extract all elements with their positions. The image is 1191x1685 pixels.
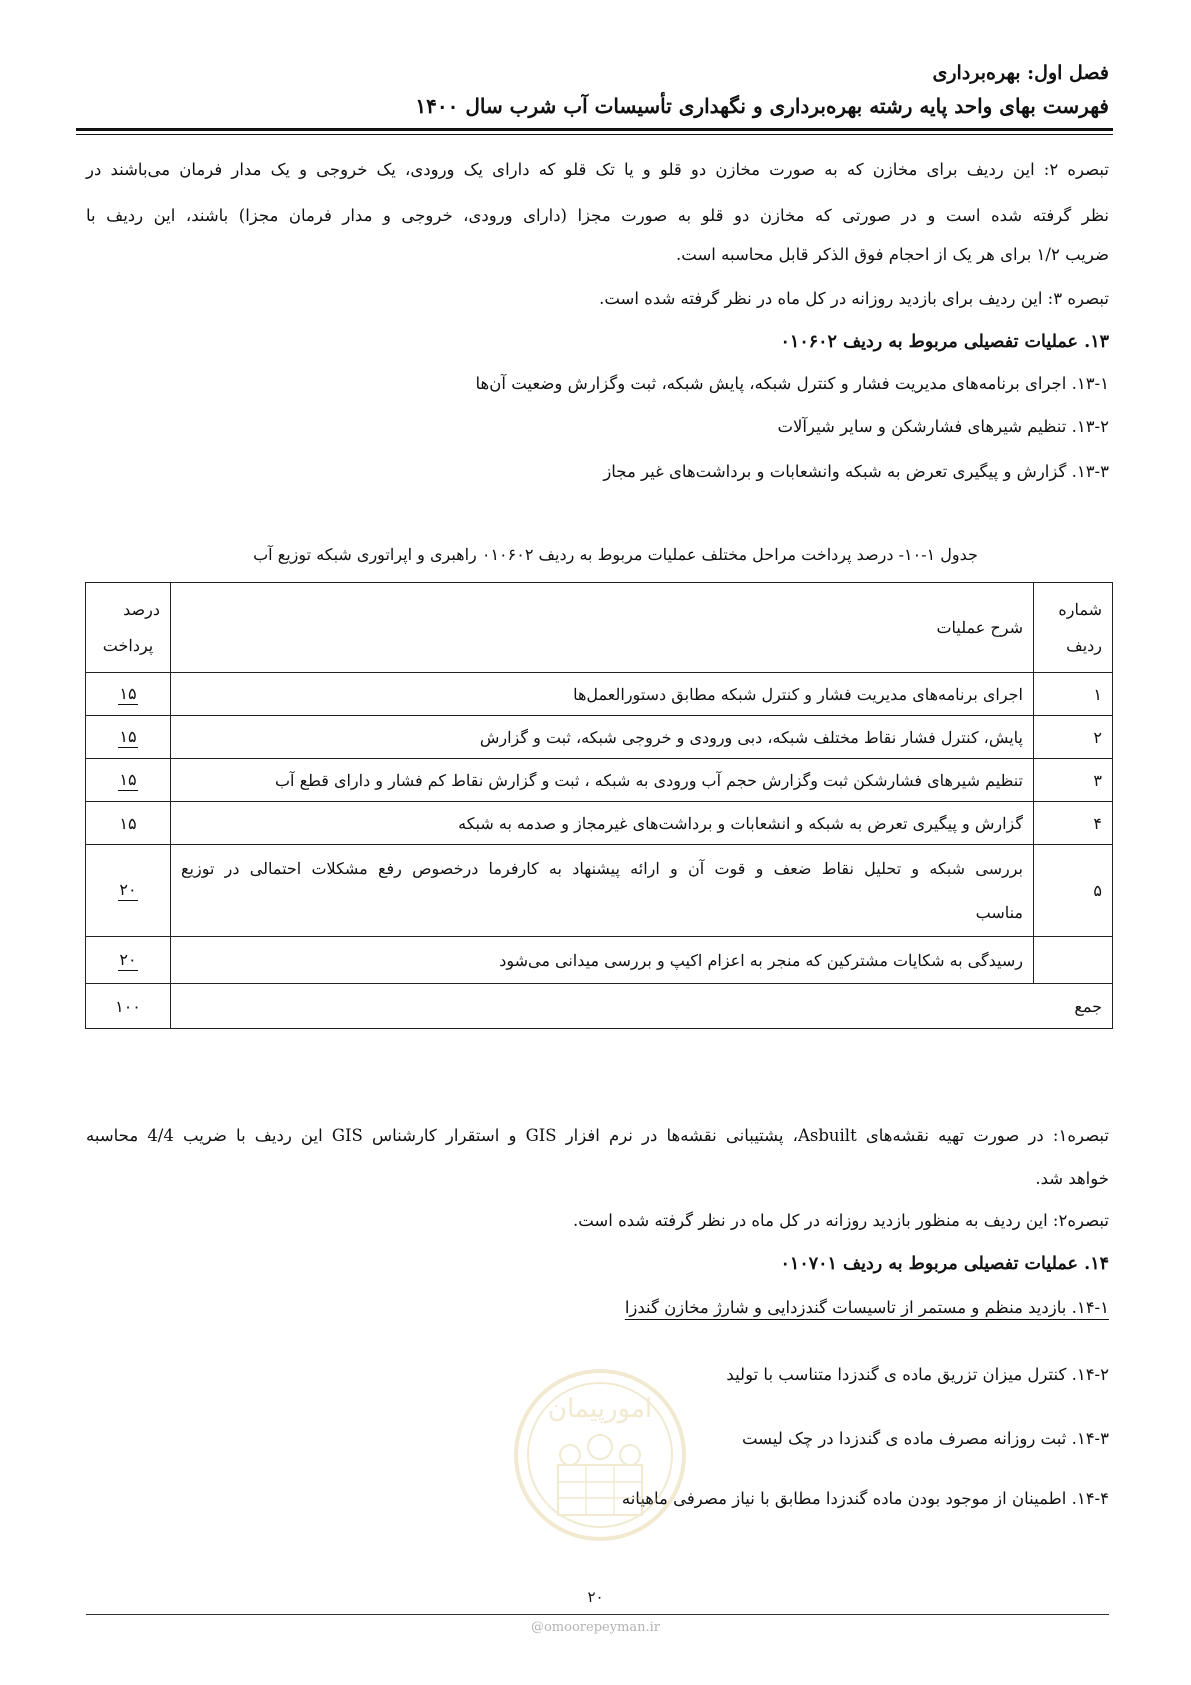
row-number bbox=[1034, 937, 1113, 984]
header-payment-percent: درصد پرداخت bbox=[86, 583, 171, 673]
row-percent: ۱۵ bbox=[86, 802, 171, 845]
section13-heading: ۱۳. عملیات تفصیلی مربوط به ردیف ۰۱۰۶۰۲ bbox=[780, 332, 1109, 352]
note-b: تبصره۲: این ردیف به منظور بازدید روزانه در کل ماه در نظر گرفته شده است. bbox=[572, 1211, 1109, 1230]
header-rule-thick bbox=[76, 128, 1113, 131]
section13-item-2: ۱۳-۲. تنظیم شیرهای فشارشکن و سایر شیرآلات bbox=[777, 417, 1109, 436]
row-number: ۱ bbox=[1034, 673, 1113, 716]
note2-line1: تبصره ۲: این ردیف برای مخازن که به صورت مخازن دو قلو و یا تک قلو که دارای یک ورودی، یک خروجی و یک مدار فرمان می‌باشند در bbox=[86, 160, 1110, 179]
row-percent: ۱۵ bbox=[86, 759, 171, 802]
document-title: فهرست بهای واحد پایه رشته بهره‌برداری و نگهداری تأسیسات آب شرب سال ۱۴۰۰ bbox=[415, 94, 1109, 118]
header-rule-thin bbox=[76, 134, 1113, 135]
footer-rule bbox=[86, 1614, 1109, 1615]
table-row bbox=[86, 845, 1113, 937]
section14-item-3: ۱۴-۳. ثبت روزانه مصرف ماده ی گندزدا در چک لیست bbox=[741, 1429, 1109, 1448]
table-row bbox=[86, 759, 1113, 802]
row-description: گزارش و پیگیری تعرض به شبکه و انشعابات و برداشت‌های غیرمجاز و صدمه به شبکه bbox=[171, 802, 1034, 845]
header-row-number: شماره ردیف bbox=[1034, 583, 1113, 673]
row-description: تنظیم شیرهای فشارشکن ثبت وگزارش حجم آب ورودی به شبکه ، ثبت و گزارش نقاط کم فشار و دارای قطع آب bbox=[171, 759, 1034, 802]
page-number: ۲۰ bbox=[587, 1588, 604, 1606]
row-percent: ۲۰ bbox=[86, 845, 171, 937]
table-row bbox=[86, 937, 1113, 984]
table-header-row bbox=[86, 583, 1113, 673]
note3: تبصره ۳: این ردیف برای بازدید روزانه در کل ماه در نظر گرفته شده است. bbox=[599, 289, 1109, 308]
total-value: ۱۰۰ bbox=[86, 984, 171, 1029]
watermark-seal-icon bbox=[510, 1355, 690, 1575]
row-number: ۳ bbox=[1034, 759, 1113, 802]
table-total-row bbox=[86, 984, 1113, 1029]
row-number: ۴ bbox=[1034, 802, 1113, 845]
note2-line3: ضریب ۱/۲ برای هر یک از احجام فوق الذکر قابل محاسبه است. bbox=[676, 245, 1109, 264]
row-number: ۲ bbox=[1034, 716, 1113, 759]
section13-item-3: ۱۳-۳. گزارش و پیگیری تعرض به شبکه وانشعابات و برداشت‌های غیر مجاز bbox=[603, 462, 1109, 481]
row-percent: ۲۰ bbox=[86, 937, 171, 984]
row-description: پایش، کنترل فشار نقاط مختلف شبکه، دبی ورودی و خروجی شبکه، ثبت و گزارش bbox=[171, 716, 1034, 759]
table-row bbox=[86, 716, 1113, 759]
section13-item-1: ۱۳-۱. اجرای برنامه‌های مدیریت فشار و کنترل شبکه، پایش شبکه، ثبت وگزارش وضعیت آن‌ها bbox=[475, 374, 1109, 393]
table-row bbox=[86, 673, 1113, 716]
row-description: اجرای برنامه‌های مدیریت فشار و کنترل شبکه مطابق دستورالعمل‌ها bbox=[171, 673, 1034, 716]
operations-table bbox=[85, 582, 1113, 1029]
row-description: رسیدگی به شکایات مشترکین که منجر به اعزام اکیپ و بررسی میدانی می‌شود bbox=[171, 937, 1034, 984]
chapter-title: فصل اول: بهره‌برداری bbox=[932, 62, 1109, 84]
row-number: ۵ bbox=[1034, 845, 1113, 937]
total-label: جمع bbox=[171, 984, 1113, 1029]
website-watermark: @omoorepeyman.ir bbox=[530, 1620, 661, 1635]
table-row bbox=[86, 802, 1113, 845]
row-description: بررسی شبکه و تحلیل نقاط ضعف و قوت آن و ارائه پیشنهاد به کارفرما درخصوص رفع مشکلات احتمالی در توزیع مناسب bbox=[171, 845, 1034, 937]
note-a-line2: خواهد شد. bbox=[1035, 1169, 1109, 1188]
section14-heading: ۱۴. عملیات تفصیلی مربوط به ردیف ۰۱۰۷۰۱ bbox=[780, 1254, 1109, 1274]
section14-item-1: ۱۴-۱. بازدید منظم و مستمر از تاسیسات گندزدایی و شارژ مخازن گندزا bbox=[624, 1298, 1109, 1317]
row-percent: ۱۵ bbox=[86, 716, 171, 759]
section14-item-2: ۱۴-۲. کنترل میزان تزریق ماده ی گندزدا متناسب با تولید bbox=[726, 1365, 1109, 1384]
note2-line2: نظر گرفته شده است و در صورتی که مخازن دو قلو به صورت مجزا (دارای ورودی، خروجی و مدار فرمان مجزا) باشند، این ردیف با bbox=[86, 206, 1109, 225]
note-a-line1: تبصره۱: در صورت تهیه نقشه‌های Asbuilt، پشتیبانی نقشه‌ها در نرم افزار GIS و استقرار کارشناس GIS این ردیف با ضریب 4/4 محاسبه bbox=[86, 1126, 1109, 1145]
section14-item-4: ۱۴-۴. اطمینان از موجود بودن ماده گندزدا مطابق با نیاز مصرفی ماهیانه bbox=[621, 1489, 1109, 1508]
row-percent: ۱۵ bbox=[86, 673, 171, 716]
svg-text:امورپیمان: امورپیمان bbox=[547, 1394, 653, 1424]
header-description: شرح عملیات bbox=[171, 583, 1034, 673]
table-caption: جدول ۱-۱۰- درصد پرداخت مراحل مختلف عملیات مربوط به ردیف ۰۱۰۶۰۲ راهبری و اپراتوری شبکه توزیع آب bbox=[253, 545, 978, 564]
